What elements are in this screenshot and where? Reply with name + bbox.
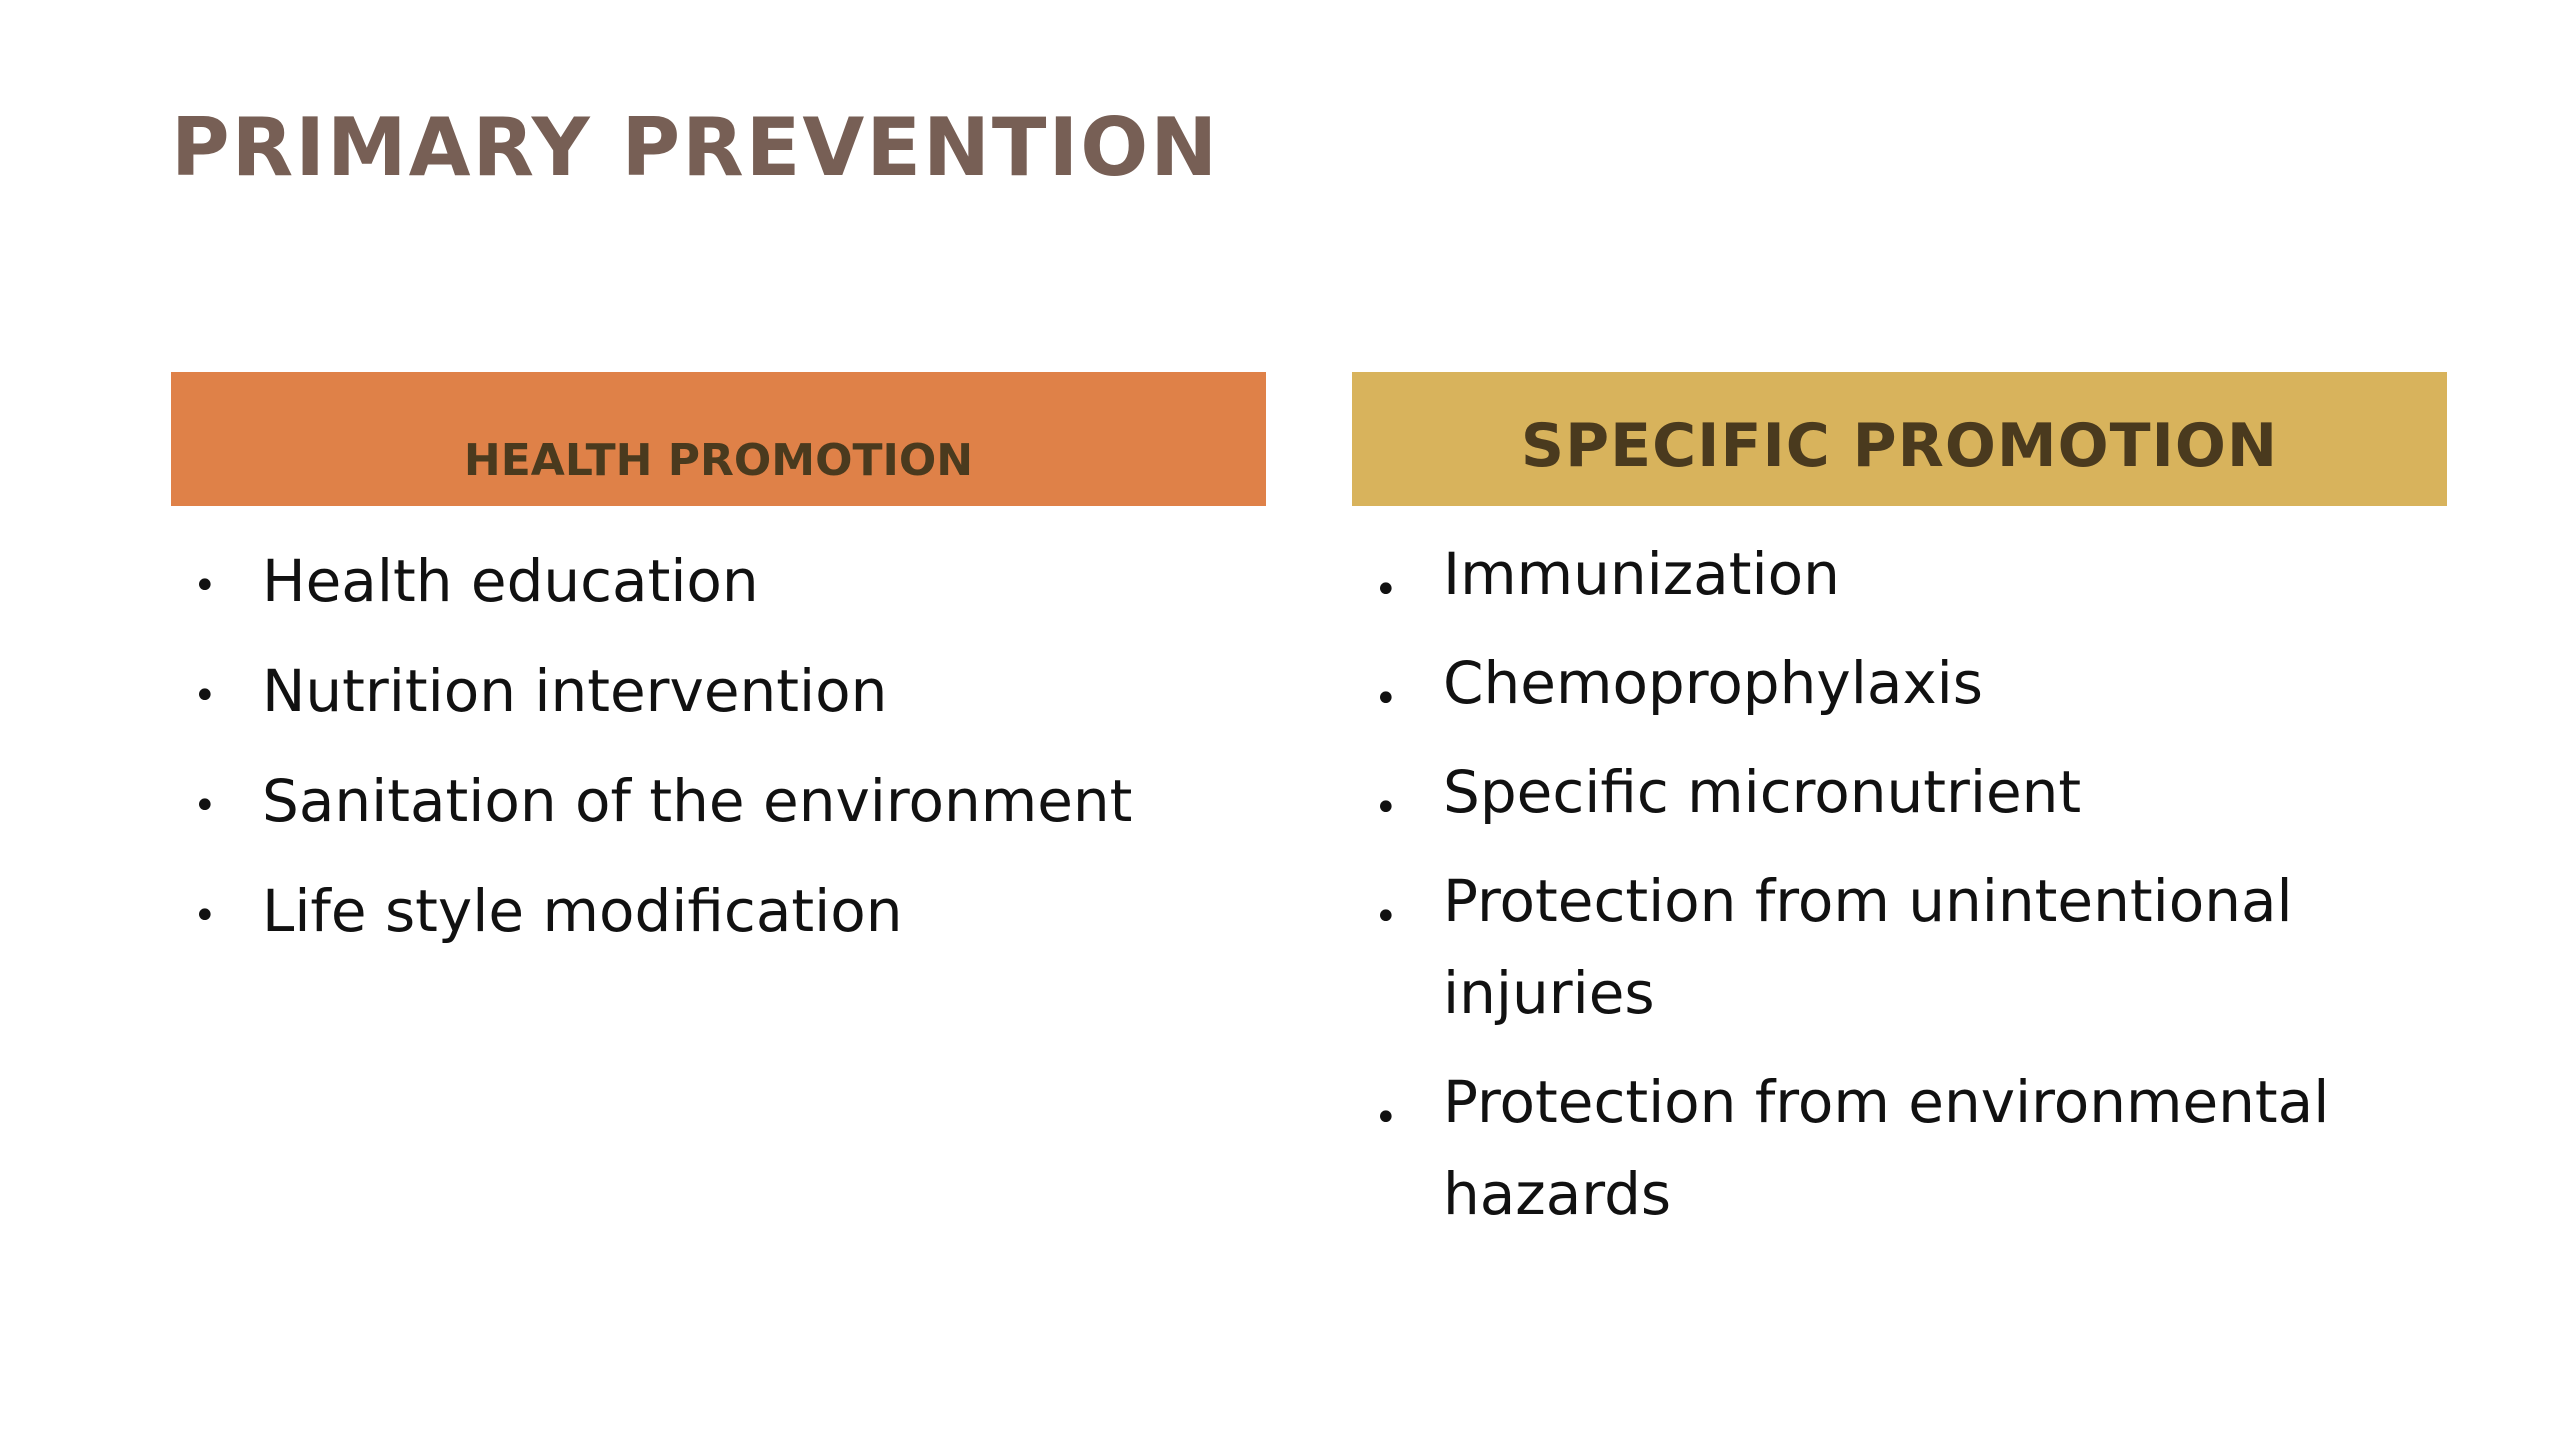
list-item <box>1352 637 2447 729</box>
list-item-text: Protection from unintentional injuries <box>1443 867 2293 1027</box>
list-item-text: Sanitation of the environment <box>262 767 1133 835</box>
bullet-icon: • <box>1374 567 1398 613</box>
specific-promotion-column <box>1352 372 2447 1257</box>
bullet-icon: • <box>193 563 217 609</box>
list-item-text: Life style modification <box>262 877 903 945</box>
bullet-icon: • <box>1374 785 1398 831</box>
list-item-text: Health education <box>262 547 759 615</box>
list-item-text: Protection from environmental hazards <box>1443 1068 2330 1228</box>
bullet-icon: • <box>193 673 217 719</box>
specific-promotion-list <box>1352 506 2447 1240</box>
slide-title: PRIMARY PREVENTION <box>171 101 1220 194</box>
list-item <box>171 876 1266 946</box>
health-promotion-list <box>171 506 1266 946</box>
bullet-icon: • <box>1374 1095 1398 1141</box>
bullet-icon: • <box>1374 894 1398 940</box>
health-promotion-header: HEALTH PROMOTION <box>171 372 1266 506</box>
list-item-text: Specific micronutrient <box>1443 758 2082 826</box>
list-item-text: Nutrition intervention <box>262 657 888 725</box>
list-item-text: Chemoprophylaxis <box>1443 649 1984 717</box>
list-item <box>1352 528 2447 620</box>
health-promotion-column <box>171 372 1266 986</box>
list-item-text: Immunization <box>1443 540 1840 608</box>
bullet-icon: • <box>1374 676 1398 722</box>
specific-promotion-header: SPECIFIC PROMOTION <box>1352 372 2447 506</box>
list-item <box>171 656 1266 726</box>
bullet-icon: • <box>193 783 217 829</box>
list-item <box>1352 1056 2447 1240</box>
bullet-icon: • <box>193 893 217 939</box>
list-item <box>1352 746 2447 838</box>
list-item <box>171 766 1266 836</box>
list-item <box>171 546 1266 616</box>
list-item <box>1352 855 2447 1039</box>
